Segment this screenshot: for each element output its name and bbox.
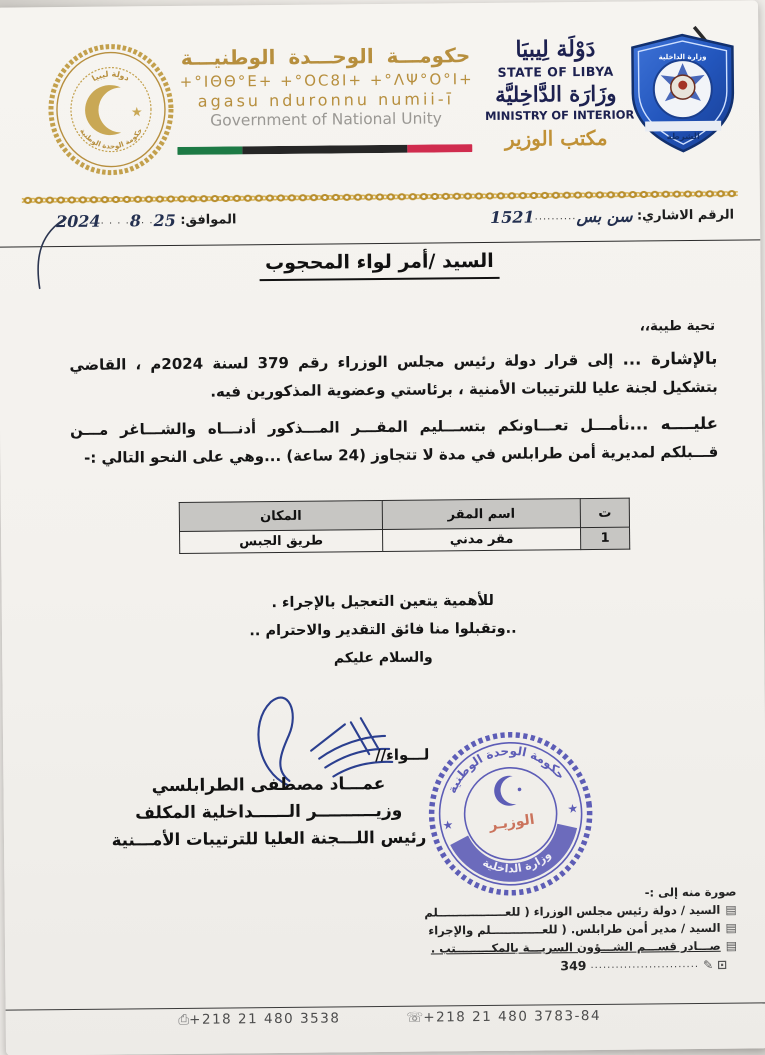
paragraph-2: عليــــه ...نأمـــل تعـــاونكم بتســـليم المقـــر المـــذكور أدنـــاه والشـــاغر مـــن قـــبلكم لمديرية أمن طرابلس في مدة لا تتجاوز (24 ساعة) ...وهي على النحو التالي :-	[69, 414, 719, 468]
fax-icon: ⎙	[178, 1011, 190, 1028]
reference-number-group: الرقم الاشاري: سن بس .......... 1521	[489, 206, 735, 227]
flag-red-segment	[407, 144, 472, 153]
ministry-arabic: وزَارَة الدَّاخِليَّة	[495, 80, 617, 107]
table-row	[180, 527, 630, 553]
signer-name: عمـــاد مصطفى الطرابلسي	[151, 773, 386, 797]
book-icon: ▤	[725, 920, 737, 935]
svg-text:الشرطة: الشرطة	[666, 131, 700, 143]
date-month: 8	[129, 211, 142, 231]
reference-label: الرقم الاشاري:	[636, 207, 735, 224]
letter-subject	[0, 247, 761, 283]
svg-text:الوزيـر: الوزيـر	[488, 811, 536, 834]
signer-rank: لـــواء//	[375, 745, 430, 765]
premises-table	[179, 498, 630, 554]
date-group: الموافق: 25 . . 8 . . . . 2024	[55, 210, 237, 232]
signer-title-committee: رئيس اللـــجنة العليا للترتيبات الأمـــنية	[111, 827, 427, 850]
stamp-left-star-icon: ★	[441, 817, 455, 833]
minister-round-stamp	[411, 718, 610, 912]
fax-number: +218 21 480 3538	[189, 1010, 341, 1028]
svg-text:دولة ليبيا: دولة ليبيا	[90, 69, 131, 84]
svg-text:وزارة الداخلية: وزارة الداخلية	[480, 848, 554, 876]
stamp-crescent-icon	[492, 775, 516, 807]
book-icon: ▤	[725, 938, 738, 953]
reference-row	[28, 206, 734, 232]
book-icon: ▤	[725, 902, 737, 917]
signer-title-minister: وزيــــــــــر الــــــداخلية المكلف	[135, 800, 403, 824]
cc-item-1: ▤ السيد / دولة رئيس مجلس الوزراء ( للعـــــــــــــــــلم	[424, 902, 737, 920]
closing-line-3: والسلام عليكم	[333, 649, 433, 666]
crescent-icon	[85, 85, 121, 135]
table-header-row	[179, 498, 629, 531]
svg-text:وزارة الداخلية: وزارة الداخلية	[658, 52, 707, 62]
cc-item-2: ▤ السيد / مدير أمن طرابلس. ( للعـــــــــــــلم والإجراء	[428, 920, 737, 938]
fax-group	[172, 1010, 340, 1028]
reference-handwritten-text: سن بس	[576, 206, 633, 227]
header-rule-line	[0, 239, 760, 247]
libya-flag-bar	[177, 144, 472, 155]
cell-premise-name: مقر مدني	[383, 528, 581, 552]
col-header-location: المكان	[179, 500, 382, 531]
paragraph-1: بالإشارة ... إلى قرار دولة رئيس مجلس الوزراء رقم 379 لسنة 2024م ، القاضي بتشكيل لجنة عليا للترتيبات الأمنية ، برئاستي وعضوية المذكورين فيه.	[69, 348, 718, 401]
closing-line-1: للأهمية يتعين التعجيل بالإجراء .	[271, 592, 495, 612]
phone-number: +218 21 480 3783-84	[423, 1007, 602, 1026]
closing-block	[2, 584, 765, 675]
cc-issue-number-row: ⊡ ✎ .......................... 349	[560, 957, 728, 974]
cell-index: 1	[581, 527, 630, 549]
ministry-wordmark	[484, 35, 635, 151]
minister-office-line: مكتب الوزير	[504, 125, 608, 151]
gnu-latin-line: agasu nduronnu numii-ī	[197, 89, 455, 111]
gnu-wordmark	[179, 43, 472, 130]
col-header-index: ت	[580, 498, 629, 527]
col-header-premise-name: اسم المقر	[382, 499, 580, 530]
gold-chain-divider	[22, 188, 738, 207]
stamp-right-star-icon: ★	[566, 800, 580, 817]
flag-green-segment	[177, 146, 242, 155]
cc-issue-number: 349	[560, 958, 587, 974]
ministry-english: MINISTRY OF INTERIOR	[484, 107, 635, 123]
star-icon: ★	[130, 105, 143, 121]
date-label: الموافق:	[180, 212, 237, 228]
gnu-tifinagh-line: +°ΙΘΘ°Ε+ +°ΟC8Ι+ +°ΛΨ°Ο°Ι+	[179, 70, 474, 91]
letter-body	[69, 344, 718, 481]
flag-black-segment	[242, 145, 407, 155]
phone-group	[400, 1008, 601, 1026]
gnu-gold-seal	[46, 42, 175, 177]
cell-location: طريق الجبس	[180, 529, 383, 553]
footer-contacts	[6, 1006, 765, 1029]
phone-icon: ☏	[406, 1009, 424, 1026]
cc-block	[380, 885, 737, 975]
gnu-arabic-title: حكومـــة الوحـــدة الوطنيـــة	[180, 43, 471, 70]
date-year: 2024	[55, 211, 101, 232]
state-arabic: دَوْلَة لِيبيَا	[515, 35, 596, 63]
greeting-line: تحية طيبة،،	[639, 317, 716, 335]
gnu-english-line: Government of National Unity	[210, 109, 443, 130]
svg-text:حكومة الوحدة الوطنية: حكومة الوحدة الوطنية	[444, 743, 568, 796]
svg-text:حكومة الوحدة الوطنية: حكومة الوحدة الوطنية	[78, 126, 145, 151]
signer-block	[65, 773, 472, 850]
stamp-star-dot	[517, 787, 521, 791]
reference-handwritten-number: 1521	[489, 207, 535, 227]
date-day: 25	[153, 210, 176, 231]
pen-icon: ✎	[703, 957, 714, 972]
state-english: STATE OF LIBYA	[497, 63, 614, 80]
police-shield-emblem	[622, 25, 743, 158]
cc-item-3: ▤ صـــادر قســـم الشـــؤون السريـــة بالمكـــــــــتب .	[430, 938, 738, 956]
closing-line-2: ..وتقبلوا منا فائق التقدير والاحترام ..	[249, 620, 517, 640]
computer-icon: ⊡	[717, 957, 728, 972]
subject-text: السيد /أمر لواء المحجوب	[259, 250, 500, 281]
cc-title: صورة منه إلى :-	[644, 884, 737, 900]
